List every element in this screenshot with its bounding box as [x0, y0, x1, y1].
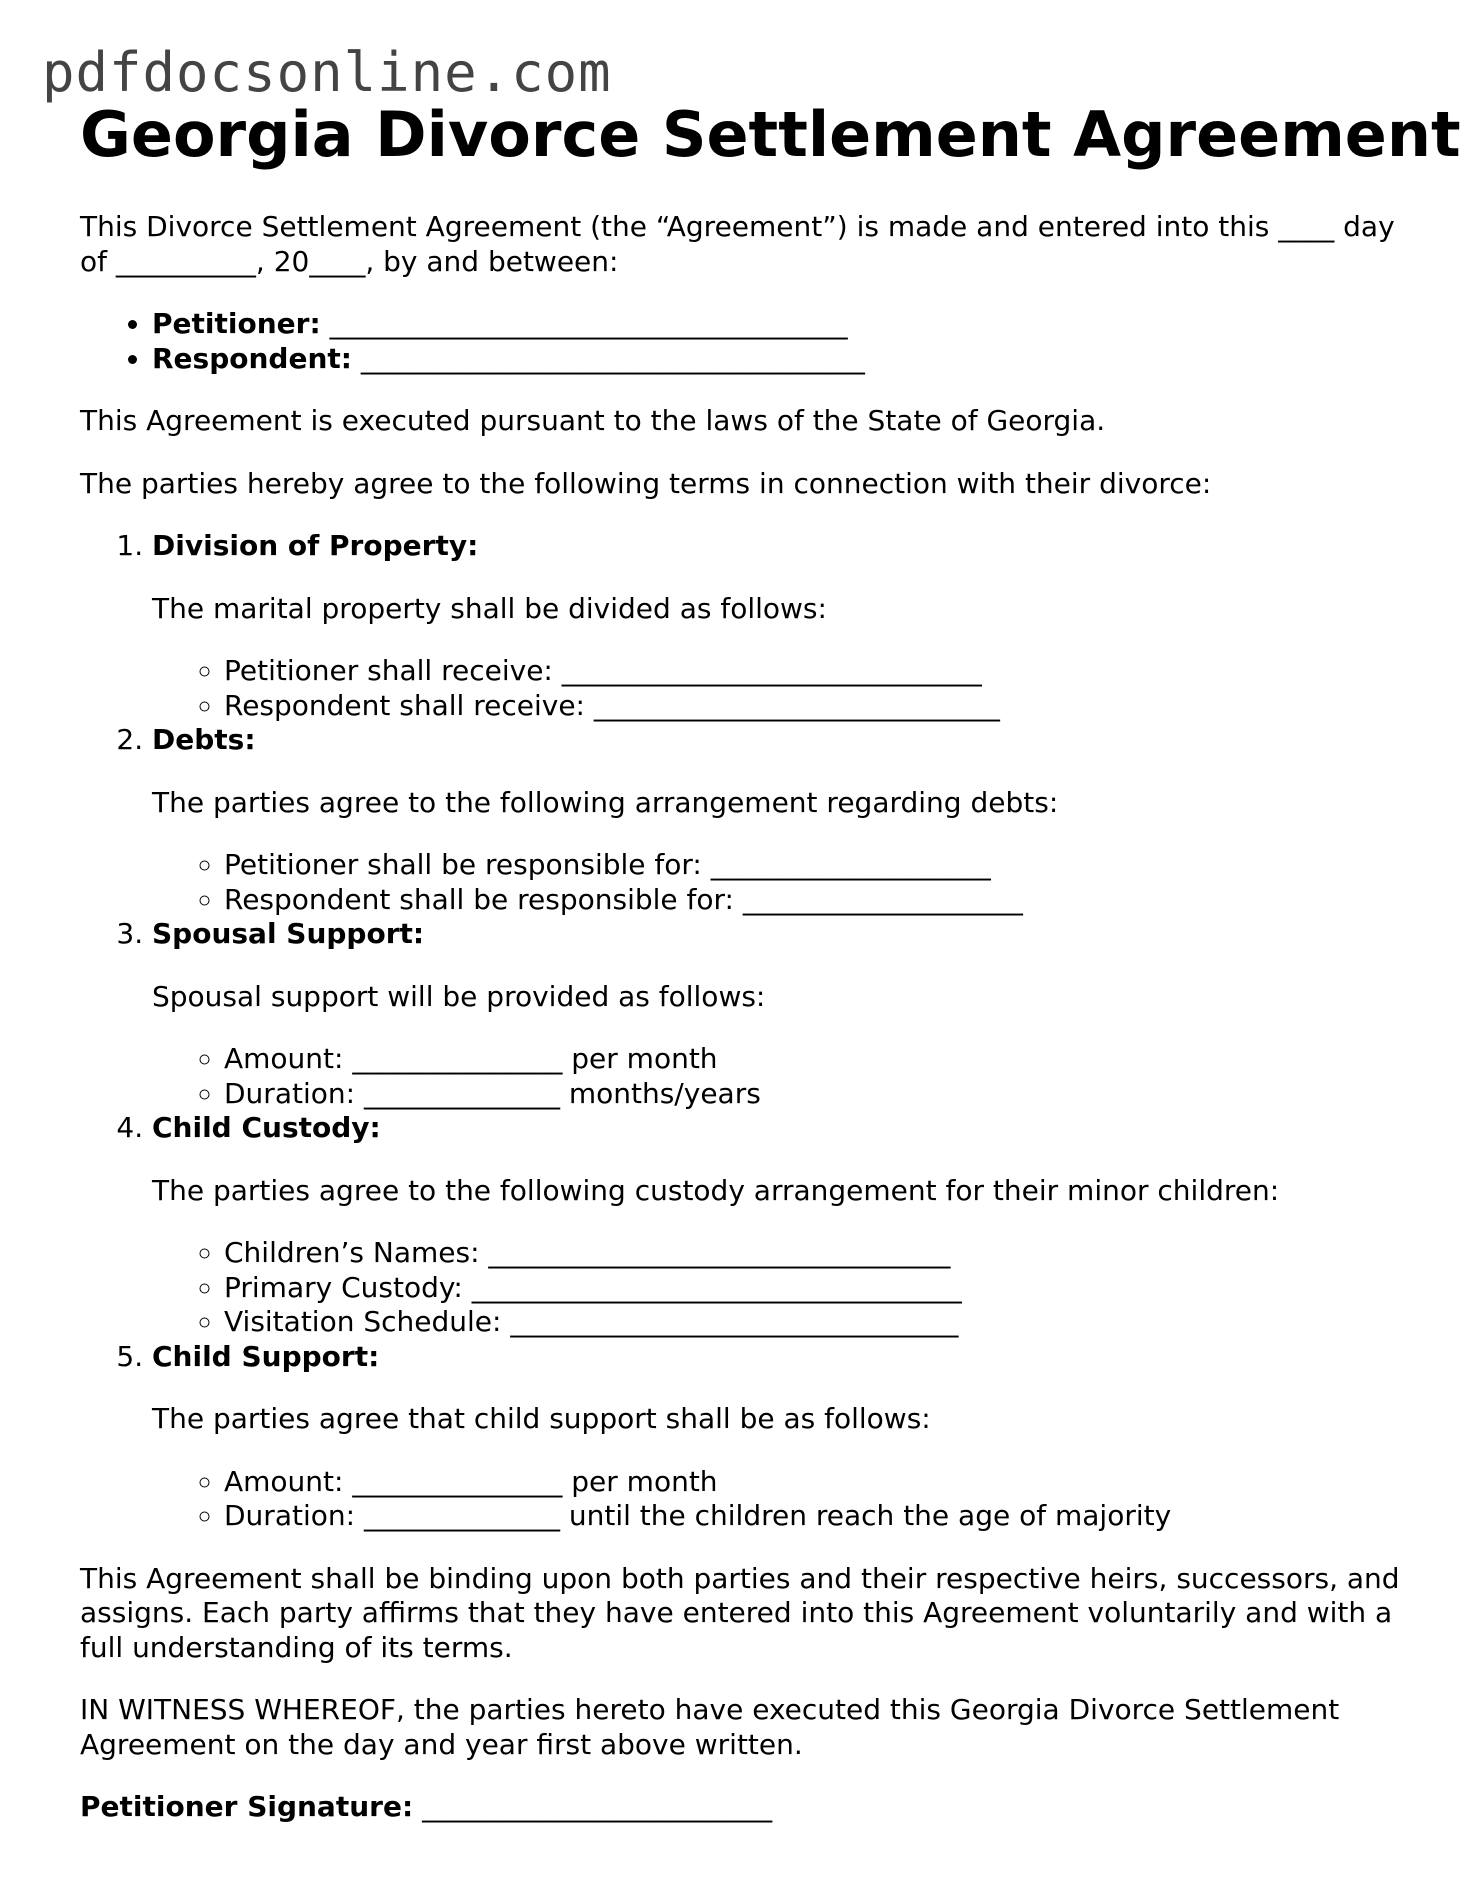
- section-description: The parties agree that child support shall be as follows:: [152, 1402, 931, 1436]
- list-item: ◦ Respondent shall be responsible for: ____________________: [224, 883, 1410, 918]
- section-child-custody: [152, 1111, 1410, 1340]
- section-child-support: [152, 1340, 1410, 1534]
- section-items: [152, 654, 1410, 723]
- list-item: ◦ Visitation Schedule: ________________________________: [224, 1305, 1410, 1340]
- section-items: [152, 1236, 1410, 1340]
- section-debts: [152, 723, 1410, 917]
- witness-statement: IN WITNESS WHEREOF, the parties hereto have executed this Georgia Divorce Settlement Agreement on the day and year first above written.: [80, 1693, 1340, 1761]
- section-items: [152, 1042, 1410, 1111]
- section-spousal-support: [152, 917, 1410, 1111]
- section-description: The marital property shall be divided as follows:: [152, 591, 827, 625]
- section-description: The parties agree to the following arrangement regarding debts:: [152, 785, 1059, 819]
- section-description: The parties agree to the following custody arrangement for their minor children:: [152, 1173, 1280, 1207]
- terms-list: [80, 529, 1410, 1534]
- document-page: [80, 98, 1461, 1825]
- signature-label: Petitioner Signature:: [80, 1790, 414, 1824]
- party-label: Respondent:: [152, 341, 352, 375]
- party-petitioner: [152, 307, 1410, 342]
- watermark-text: pdfdocsonline.com: [42, 41, 612, 104]
- list-item: ◦ Amount: _______________ per month: [224, 1465, 1410, 1500]
- party-blank: ____________________________________: [360, 341, 865, 375]
- section-description: Spousal support will be provided as follows:: [152, 979, 766, 1013]
- section-heading: Spousal Support:: [152, 917, 425, 951]
- list-item: ◦ Petitioner shall receive: ______________________________: [224, 654, 1410, 689]
- section-heading: Child Support:: [152, 1339, 380, 1373]
- section-heading: Child Custody:: [152, 1111, 381, 1145]
- section-heading: Division of Property:: [152, 529, 479, 563]
- section-items: [152, 848, 1410, 917]
- list-item: ◦ Primary Custody: ___________________________________: [224, 1271, 1410, 1306]
- list-item: ◦ Respondent shall receive: _____________________________: [224, 689, 1410, 724]
- petitioner-signature-line: [80, 1790, 1410, 1825]
- terms-intro: The parties hereby agree to the following terms in connection with their divorce:: [80, 466, 1212, 500]
- section-division-of-property: [152, 529, 1410, 723]
- signature-blank: _________________________: [422, 1790, 773, 1824]
- binding-statement: This Agreement shall be binding upon both parties and their respective heirs, successors, and assigns. Each party affirms that they have entered into this Agreement voluntarily and with a full understanding of its terms.: [80, 1561, 1400, 1664]
- parties-list: [80, 307, 1410, 376]
- party-blank: _____________________________________: [329, 307, 848, 341]
- list-item: ◦ Duration: ______________ until the children reach the age of majority: [224, 1499, 1410, 1534]
- party-respondent: [152, 342, 1410, 377]
- list-item: ◦ Amount: _______________ per month: [224, 1042, 1410, 1077]
- section-heading: Debts:: [152, 723, 256, 757]
- section-items: [152, 1465, 1410, 1534]
- list-item: ◦ Children’s Names: _________________________________: [224, 1236, 1410, 1271]
- document-title: Georgia Divorce Settlement Agreement: [80, 98, 1461, 171]
- law-statement: This Agreement is executed pursuant to the laws of the State of Georgia.: [80, 404, 1106, 438]
- party-label: Petitioner:: [152, 307, 321, 341]
- intro-paragraph: This Divorce Settlement Agreement (the “Agreement”) is made and entered into this ____ day of __________, 20____, by and between:: [80, 210, 1395, 278]
- list-item: ◦ Duration: ______________ months/years: [224, 1077, 1410, 1112]
- list-item: ◦ Petitioner shall be responsible for: ____________________: [224, 848, 1410, 883]
